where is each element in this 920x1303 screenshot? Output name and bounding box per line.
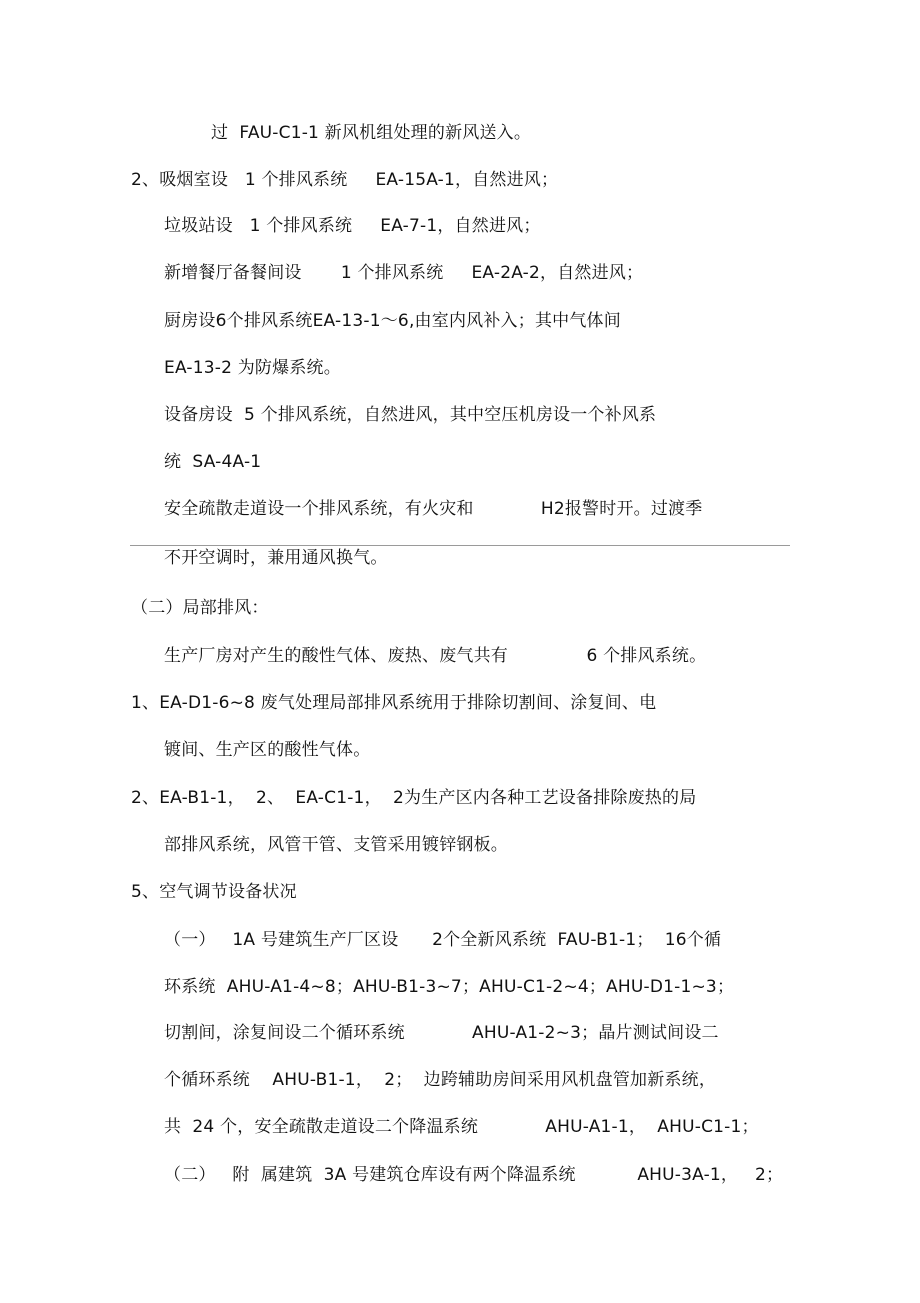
text-line: 统 SA-4A-1 xyxy=(164,452,262,472)
text-line: 共 24 个，安全疏散走道设二个降温系统 AHU-A1-1， AHU-C1-1； xyxy=(164,1117,759,1137)
text-line: 设备房设 5 个排风系统，自然进风，其中空压机房设一个补风系 xyxy=(164,405,657,425)
text-line: 不开空调时，兼用通风换气。 xyxy=(164,548,388,568)
text-line: 镀间、生产区的酸性气体。 xyxy=(164,740,371,760)
text-line: 2、EA-B1-1， 2、 EA-C1-1， 2为生产区内各种工艺设备排除废热的局 xyxy=(131,788,697,808)
text-line: 垃圾站设 1 个排风系统 EA-7-1，自然进风； xyxy=(164,216,541,236)
text-line: 个循环系统 AHU-B1-1， 2； 边跨辅助房间采用风机盘管加新系统， xyxy=(164,1070,717,1090)
text-line: 新增餐厅备餐间设 1 个排风系统 EA-2A-2，自然进风； xyxy=(164,263,644,283)
text-line: 过 FAU-C1-1 新风机组处理的新风送入。 xyxy=(211,123,532,143)
text-line: 部排风系统，风管干管、支管采用镀锌钢板。 xyxy=(164,835,508,855)
section-heading: （二）局部排风： xyxy=(131,598,269,618)
text-line: 2、吸烟室设 1 个排风系统 EA-15A-1，自然进风； xyxy=(131,170,559,190)
text-line: 环系统 AHU-A1-4~8；AHU-B1-3~7；AHU-C1-2~4；AHU-D1-1~3； xyxy=(164,977,735,997)
text-line: 安全疏散走道设一个排风系统，有火灾和 H2报警时开。过渡季 xyxy=(164,499,703,519)
text-line: 厨房设6个排风系统EA-13-1～6,由室内风补入；其中气体间 xyxy=(164,311,621,331)
text-line: （二） 附 属建筑 3A 号建筑仓库设有两个降温系统 AHU-3A-1， 2； xyxy=(164,1165,784,1185)
text-line: EA-13-2 为防爆系统。 xyxy=(164,358,341,378)
text-line: （一） 1A 号建筑生产厂区设 2个全新风系统 FAU-B1-1； 16个循 xyxy=(164,930,722,950)
section-heading: 5、空气调节设备状况 xyxy=(131,882,297,902)
text-line: 切割间，涂复间设二个循环系统 AHU-A1-2~3；晶片测试间设二 xyxy=(164,1023,719,1043)
text-line: 1、EA-D1-6~8 废气处理局部排风系统用于排除切割间、涂复间、电 xyxy=(131,693,657,713)
text-line: 生产厂房对产生的酸性气体、废热、废气共有 6 个排风系统。 xyxy=(164,646,707,666)
